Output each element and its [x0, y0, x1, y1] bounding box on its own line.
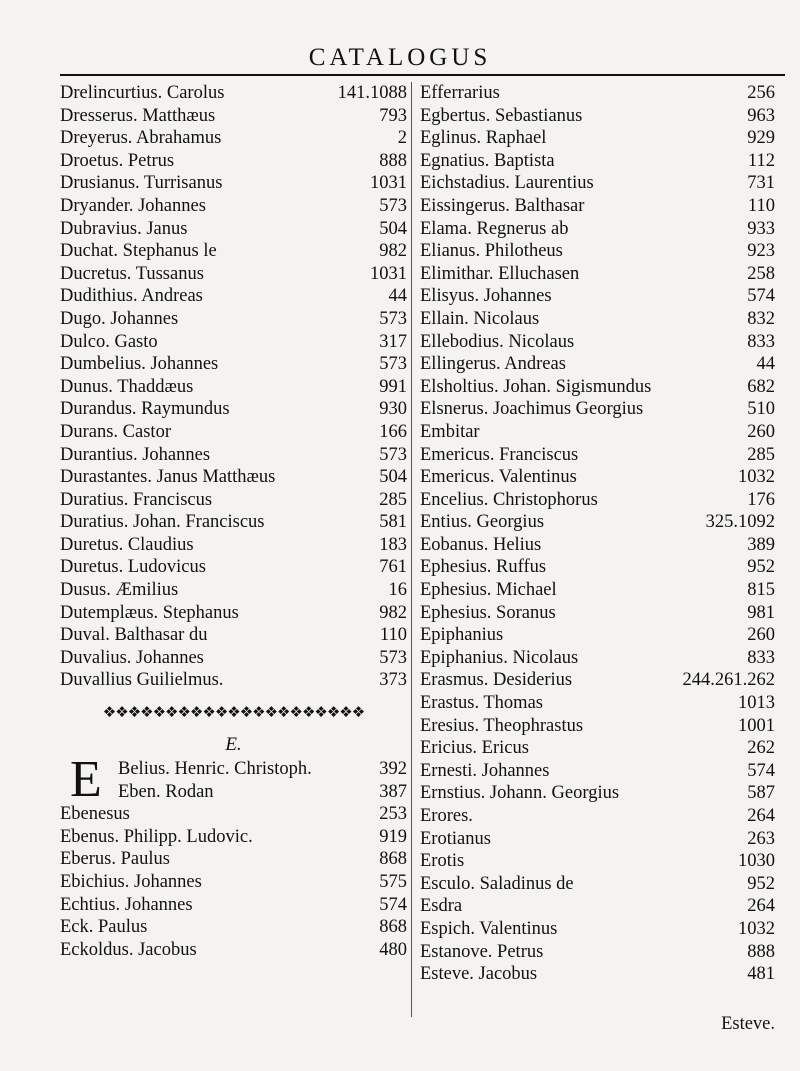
- entry-page-number: 1001: [738, 715, 775, 736]
- entry-page-number: 262: [747, 738, 775, 759]
- entry-page-number: 1031: [370, 173, 407, 194]
- entry-name: Droetus. Petrus: [60, 150, 175, 171]
- entry-name: Duratius. Franciscus: [60, 489, 213, 510]
- entry-page-number: 573: [379, 354, 407, 375]
- entry-name: Duchat. Stephanus le: [60, 241, 217, 262]
- entry-name: Eben. Rodan: [118, 781, 214, 802]
- entry-page-number: 581: [379, 512, 407, 533]
- index-entry: [420, 669, 775, 692]
- entry-name: Eresius. Theophrastus: [420, 715, 584, 736]
- entry-name: Esculo. Saladinus de: [420, 873, 574, 894]
- entry-name: Eissingerus. Balthasar: [420, 195, 585, 216]
- entry-page-number: 573: [379, 444, 407, 465]
- entry-page-number: 510: [747, 399, 775, 420]
- entry-name: Epiphanius: [420, 625, 504, 646]
- entry-name: Entius. Georgius: [420, 512, 545, 533]
- entry-page-number: 833: [747, 647, 775, 668]
- index-entry: [420, 127, 775, 150]
- entry-page-number: 573: [379, 308, 407, 329]
- index-entry: [60, 511, 407, 534]
- entry-name: Ephesius. Michael: [420, 580, 557, 601]
- entry-name: Encelius. Christophorus: [420, 489, 598, 510]
- index-entry: [60, 82, 407, 105]
- index-entry: [60, 331, 407, 354]
- entry-name: Erores.: [420, 806, 473, 826]
- entry-name: Ellingerus. Andreas: [420, 354, 566, 375]
- entry-name: Emericus. Valentinus: [420, 467, 577, 488]
- entry-name: Duretus. Claudius: [60, 534, 194, 555]
- index-entry: [60, 781, 407, 804]
- entry-page-number: 982: [379, 602, 407, 623]
- section-letter: E.: [225, 734, 242, 756]
- entry-page-number: 44: [756, 354, 775, 375]
- index-entry: [60, 894, 407, 917]
- entry-page-number: 868: [379, 849, 407, 870]
- index-entry: [420, 941, 775, 964]
- entry-page-number: 480: [379, 939, 407, 960]
- entry-name: Ellain. Nicolaus: [420, 308, 540, 329]
- entry-name: Ernstius. Johann. Georgius: [420, 783, 620, 804]
- entry-page-number: 952: [747, 557, 775, 578]
- index-entry: [60, 803, 407, 826]
- entry-name: Elsholtius. Johan. Sigismundus: [420, 376, 652, 397]
- entry-name: Eobanus. Helius: [420, 534, 542, 555]
- entry-page-number: 16: [388, 580, 407, 601]
- index-entry: [420, 963, 775, 986]
- entry-page-number: 2: [397, 128, 407, 149]
- index-entry: [420, 331, 775, 354]
- index-entry: [420, 172, 775, 195]
- index-entry: [420, 715, 775, 738]
- index-entry: [60, 218, 407, 241]
- entry-name: Durastantes. Janus Matthæus: [60, 467, 276, 488]
- entry-name: Estanove. Petrus: [420, 941, 544, 962]
- entry-page-number: 504: [379, 467, 407, 488]
- index-entry: [420, 782, 775, 805]
- entry-page-number: 888: [379, 150, 407, 171]
- entry-page-number: 264: [747, 806, 775, 826]
- entry-name: Esteve. Jacobus: [420, 964, 538, 985]
- entry-name: Elimithar. Elluchasen: [420, 263, 580, 284]
- entry-name: Dreyerus. Abrahamus: [60, 128, 222, 149]
- entry-name: Epiphanius. Nicolaus: [420, 647, 579, 668]
- entry-name: Ephesius. Ruffus: [420, 557, 547, 578]
- entry-name: Duretus. Ludovicus: [60, 557, 206, 578]
- index-entry: [420, 466, 775, 489]
- index-entry: [420, 602, 775, 625]
- index-entry: [420, 534, 775, 557]
- entry-name: Echtius. Johannes: [60, 894, 193, 915]
- index-entry: [60, 826, 407, 849]
- index-entry: [420, 556, 775, 579]
- entry-name: Erastus. Thomas: [420, 693, 543, 714]
- index-entry: [420, 376, 775, 399]
- entry-page-number: 981: [747, 602, 775, 623]
- entry-name: Ebenus. Philipp. Ludovic.: [60, 826, 253, 847]
- entry-page-number: 263: [747, 828, 775, 849]
- index-entry: [420, 873, 775, 896]
- entry-page-number: 44: [388, 286, 407, 307]
- index-entry: [60, 916, 407, 939]
- index-entry: [60, 127, 407, 150]
- index-entry: [60, 398, 407, 421]
- entry-name: Dutemplæus. Stephanus: [60, 602, 239, 623]
- entry-page-number: 1031: [370, 263, 407, 284]
- entry-name: Espich. Valentinus: [420, 918, 558, 939]
- index-entry: [420, 850, 775, 873]
- entry-page-number: 166: [379, 421, 407, 442]
- index-entry: [420, 195, 775, 218]
- entry-name: Dryander. Johannes: [60, 195, 206, 216]
- index-entry: [420, 150, 775, 173]
- index-entry: [60, 263, 407, 286]
- entry-name: Belius. Henric. Christoph.: [118, 759, 312, 780]
- entry-name: Eck. Paulus: [60, 917, 148, 938]
- entry-page-number: 285: [379, 489, 407, 510]
- entry-page-number: 574: [747, 760, 775, 781]
- entry-name: Ducretus. Tussanus: [60, 263, 204, 284]
- entry-page-number: 258: [747, 263, 775, 284]
- entry-page-number: 833: [747, 331, 775, 352]
- index-entry: [60, 285, 407, 308]
- index-entry: [420, 444, 775, 467]
- index-entry: [60, 556, 407, 579]
- entry-name: Egbertus. Sebastianus: [420, 105, 583, 126]
- index-entry: [420, 240, 775, 263]
- index-entry: [420, 647, 775, 670]
- index-entry: [420, 421, 775, 444]
- entry-name: Eichstadius. Laurentius: [420, 173, 594, 194]
- entry-page-number: 504: [379, 218, 407, 239]
- entry-page-number: 1032: [738, 467, 775, 488]
- entry-name: Egnatius. Baptista: [420, 150, 555, 171]
- entry-page-number: 952: [747, 873, 775, 894]
- entry-name: Esdra: [420, 896, 463, 917]
- index-entry: [420, 805, 775, 828]
- entry-page-number: 991: [379, 376, 407, 397]
- entry-page-number: 110: [747, 195, 775, 216]
- entry-page-number: 682: [747, 376, 775, 397]
- index-entry: [60, 376, 407, 399]
- entry-name: Dugo. Johannes: [60, 308, 179, 329]
- index-entry: [60, 579, 407, 602]
- index-entry: [60, 669, 407, 692]
- left-column: [60, 82, 407, 961]
- entry-page-number: 923: [747, 241, 775, 262]
- entry-name: Dunus. Thaddæus: [60, 376, 194, 397]
- index-entry: [60, 647, 407, 670]
- drop-cap: E: [70, 751, 102, 809]
- entry-page-number: 573: [379, 647, 407, 668]
- entry-name: Elianus. Philotheus: [420, 241, 563, 262]
- entry-name: Drusianus. Turrisanus: [60, 173, 223, 194]
- entry-page-number: 575: [379, 872, 407, 892]
- entry-name: Dumbelius. Johannes: [60, 354, 219, 375]
- entry-name: Dudithius. Andreas: [60, 286, 203, 307]
- entry-name: Elisyus. Johannes: [420, 286, 552, 307]
- index-entry: [420, 218, 775, 241]
- entry-page-number: 387: [379, 781, 407, 802]
- page-title: CATALOGUS: [308, 44, 492, 71]
- entry-name: Dusus. Æmilius: [60, 580, 179, 601]
- entry-name: Ernesti. Johannes: [420, 760, 550, 781]
- index-entry: [420, 918, 775, 941]
- entry-page-number: 256: [747, 83, 775, 103]
- entry-page-number: 793: [379, 105, 407, 126]
- entry-page-number: 183: [379, 534, 407, 555]
- entry-page-number: 574: [379, 894, 407, 915]
- index-entry: [420, 82, 775, 105]
- index-entry: [60, 871, 407, 894]
- entry-name: Duvalius. Johannes: [60, 647, 204, 668]
- index-entry: [420, 692, 775, 715]
- entry-page-number: 868: [379, 917, 407, 938]
- entry-page-number: 815: [747, 580, 775, 601]
- entry-name: Ebenesus: [60, 804, 130, 825]
- entry-page-number: 253: [379, 804, 407, 825]
- entry-page-number: 832: [747, 308, 775, 329]
- index-entry: [60, 150, 407, 173]
- entry-page-number: 244.261.262: [682, 670, 775, 691]
- entry-page-number: 373: [379, 670, 407, 691]
- entry-page-number: 141.1088: [337, 83, 407, 103]
- entry-name: Erotis: [420, 851, 465, 872]
- index-entry: [420, 353, 775, 376]
- entry-page-number: 325.1092: [705, 512, 775, 533]
- index-entry: [420, 895, 775, 918]
- index-entry: [60, 624, 407, 647]
- entry-name: Dubravius. Janus: [60, 218, 188, 239]
- entry-name: Eglinus. Raphael: [420, 128, 547, 149]
- entry-page-number: 389: [747, 534, 775, 555]
- index-entry: [60, 105, 407, 128]
- entry-page-number: 574: [747, 286, 775, 307]
- entry-page-number: 587: [747, 783, 775, 804]
- entry-name: Ebichius. Johannes: [60, 872, 202, 892]
- entry-name: Eckoldus. Jacobus: [60, 939, 197, 960]
- index-entry: [60, 240, 407, 263]
- entry-page-number: 930: [379, 399, 407, 420]
- entry-page-number: 176: [747, 489, 775, 510]
- index-entry: [60, 848, 407, 871]
- entry-page-number: 573: [379, 195, 407, 216]
- entry-name: Ericius. Ericus: [420, 738, 529, 759]
- entry-name: Duval. Balthasar du: [60, 625, 208, 646]
- index-entry: [60, 195, 407, 218]
- column-divider: [411, 82, 412, 1017]
- entry-page-number: 761: [379, 557, 407, 578]
- entry-name: Ellebodius. Nicolaus: [420, 331, 575, 352]
- index-entry: [60, 602, 407, 625]
- ornament-divider: ❖❖❖❖❖❖❖❖❖❖❖❖❖❖❖❖❖❖❖❖❖: [102, 703, 365, 722]
- entry-page-number: 260: [747, 625, 775, 646]
- entry-name: Efferrarius: [420, 83, 500, 103]
- index-entry: [60, 421, 407, 444]
- entry-page-number: 317: [379, 331, 407, 352]
- index-entry: [60, 172, 407, 195]
- entry-name: Durans. Castor: [60, 421, 171, 442]
- header-rule: [60, 74, 785, 76]
- index-entry: [60, 353, 407, 376]
- entry-name: Eberus. Paulus: [60, 849, 170, 870]
- entry-name: Dresserus. Matthæus: [60, 105, 216, 126]
- entry-page-number: 392: [379, 759, 407, 780]
- index-entry: [60, 444, 407, 467]
- entry-page-number: 731: [747, 173, 775, 194]
- entry-name: Emericus. Franciscus: [420, 444, 579, 465]
- entry-name: Duratius. Johan. Franciscus: [60, 512, 265, 533]
- entry-page-number: 264: [747, 896, 775, 917]
- index-entry: [60, 308, 407, 331]
- right-column: [420, 82, 775, 986]
- index-entry: [60, 489, 407, 512]
- entry-name: Drelincurtius. Carolus: [60, 83, 225, 103]
- entry-page-number: 919: [379, 826, 407, 847]
- index-entry: [420, 579, 775, 602]
- entry-name: Dulco. Gasto: [60, 331, 158, 352]
- index-entry: [420, 511, 775, 534]
- entry-page-number: 285: [747, 444, 775, 465]
- entry-page-number: 481: [747, 964, 775, 985]
- entry-page-number: 260: [747, 421, 775, 442]
- index-entry: [420, 263, 775, 286]
- index-entry: [420, 308, 775, 331]
- entry-name: Durandus. Raymundus: [60, 399, 230, 420]
- entry-name: Erasmus. Desiderius: [420, 670, 573, 691]
- entry-name: Durantius. Johannes: [60, 444, 211, 465]
- index-entry: [420, 285, 775, 308]
- entry-name: Elsnerus. Joachimus Georgius: [420, 399, 644, 420]
- entry-page-number: 982: [379, 241, 407, 262]
- index-entry: [420, 760, 775, 783]
- index-entry: [420, 624, 775, 647]
- entry-page-number: 1032: [738, 918, 775, 939]
- entry-name: Erotianus: [420, 828, 491, 849]
- entry-page-number: 1030: [738, 851, 775, 872]
- index-entry: [420, 105, 775, 128]
- entry-name: Elama. Regnerus ab: [420, 218, 569, 239]
- entry-name: Ephesius. Soranus: [420, 602, 556, 623]
- index-entry: [60, 939, 407, 962]
- index-entry: [420, 737, 775, 760]
- entry-name: Embitar: [420, 421, 480, 442]
- index-entry: [60, 534, 407, 557]
- entry-page-number: 1013: [738, 693, 775, 714]
- index-entry: [420, 489, 775, 512]
- entry-page-number: 112: [747, 150, 775, 171]
- index-entry: [60, 466, 407, 489]
- index-entry: [420, 828, 775, 851]
- entry-name: Duvallius Guilielmus.: [60, 670, 224, 691]
- entry-page-number: 963: [747, 105, 775, 126]
- entry-page-number: 888: [747, 941, 775, 962]
- entry-page-number: 933: [747, 218, 775, 239]
- entry-page-number: 929: [747, 128, 775, 149]
- entry-page-number: 110: [379, 625, 407, 646]
- catchword: Esteve.: [721, 1014, 775, 1034]
- index-entry: [420, 398, 775, 421]
